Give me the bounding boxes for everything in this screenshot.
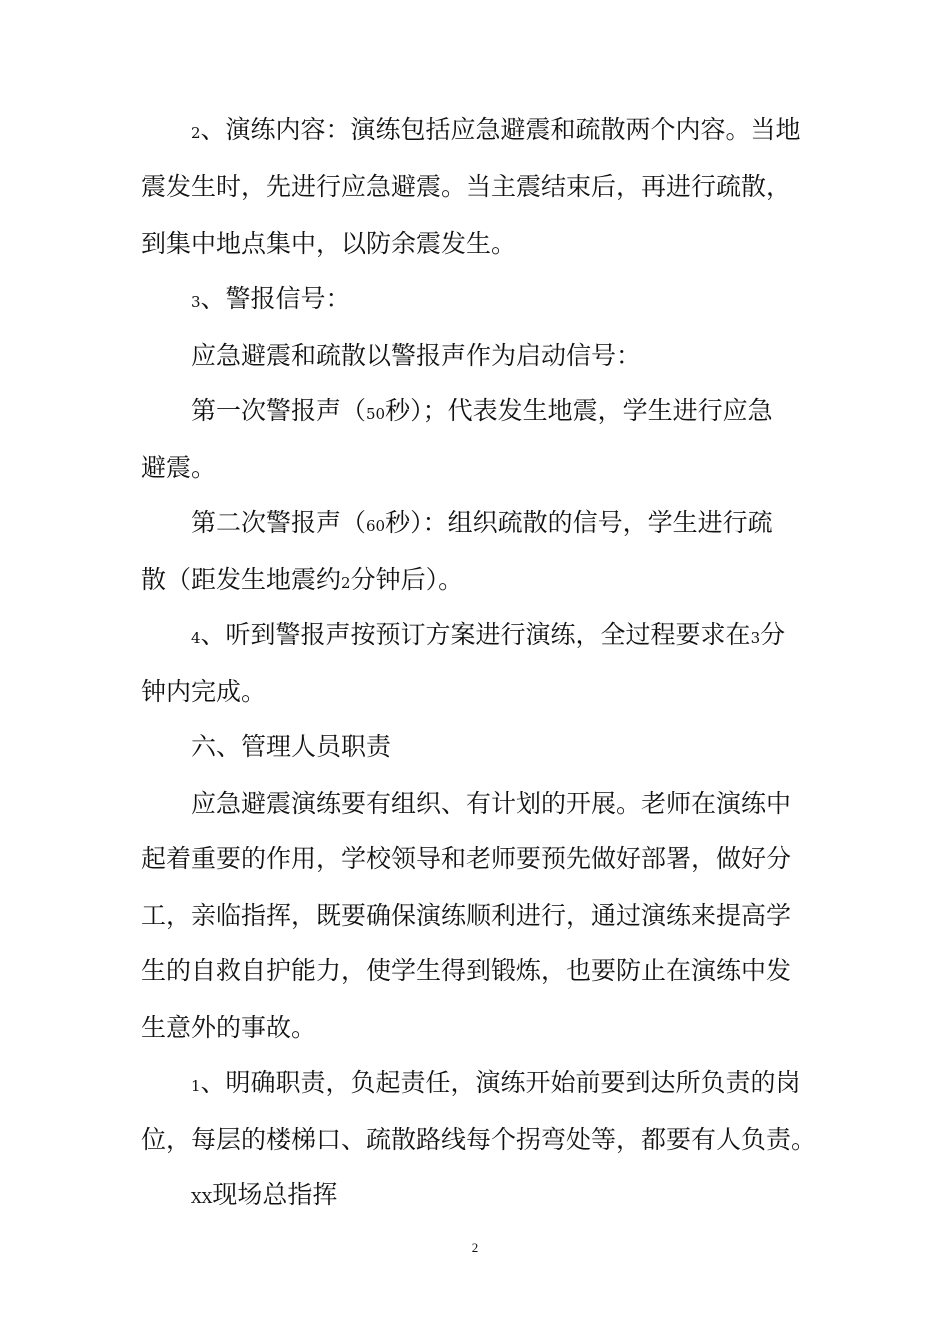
line-text: 散（距发生地震约: [141, 565, 342, 594]
text-line: 生意外的事故。: [141, 1013, 317, 1042]
item-number: 3: [191, 293, 201, 311]
line-text: 秒）：组织疏散的信号，学生进行疏: [385, 508, 773, 537]
inline-number: 50: [366, 405, 386, 423]
line-text: 第一次警报声（: [191, 396, 367, 425]
item-number: 2: [191, 124, 201, 142]
text-line: [191, 620, 785, 653]
text-line: 起着重要的作用，学校领导和老师要预先做好部署，做好分: [141, 844, 792, 873]
text-line: [191, 284, 351, 317]
text-line: [191, 1068, 801, 1101]
text-line: [191, 1180, 337, 1213]
line-text: 、明确职责，负起责任，演练开始前要到达所负责的岗: [200, 1068, 801, 1097]
item-number: 1: [191, 1077, 201, 1095]
line-text: 秒）；代表发生地震，学生进行应急: [385, 396, 773, 425]
text-line: 工，亲临指挥，既要确保演练顺利进行，通过演练来提高学: [141, 901, 792, 930]
item-number: XX: [191, 1189, 213, 1207]
line-text: 第二次警报声（: [191, 508, 367, 537]
section-heading: 六、管理人员职责: [191, 732, 392, 761]
line-text: 、听到警报声按预订方案进行演练，全过程要求在: [200, 620, 751, 649]
text-line: 钟内完成。: [141, 677, 267, 706]
text-line: [191, 396, 773, 429]
line-text: 、警报信号：: [200, 284, 351, 313]
text-line: 避震。: [141, 453, 217, 482]
text-line: [191, 115, 801, 148]
line-text: 分: [760, 620, 786, 649]
text-line: 震发生时，先进行应急避震。当主震结束后，再进行疏散，: [141, 172, 792, 201]
text-line: 生的自救自护能力，使学生得到锻炼，也要防止在演练中发: [141, 956, 792, 985]
line-text: 、演练内容：演练包括应急避震和疏散两个内容。当地: [200, 115, 801, 144]
text-line: 到集中地点集中，以防余震发生。: [141, 229, 517, 258]
text-line: [191, 508, 773, 541]
item-number: 4: [191, 629, 201, 647]
text-line: 应急避震和疏散以警报声作为启动信号：: [191, 341, 642, 370]
inline-number: 60: [366, 517, 386, 535]
line-text: 现场总指挥: [212, 1180, 338, 1209]
page-number: 2: [471, 1240, 479, 1255]
inline-number: 2: [341, 574, 351, 592]
text-line: 应急避震演练要有组织、有计划的开展。老师在演练中: [191, 789, 792, 818]
inline-number: 3: [750, 629, 761, 647]
text-line: [141, 565, 463, 598]
line-text: 分钟后）。: [350, 565, 464, 594]
text-line: 位，每层的楼梯口、疏散路线每个拐弯处等，都要有人负责。: [141, 1125, 817, 1154]
